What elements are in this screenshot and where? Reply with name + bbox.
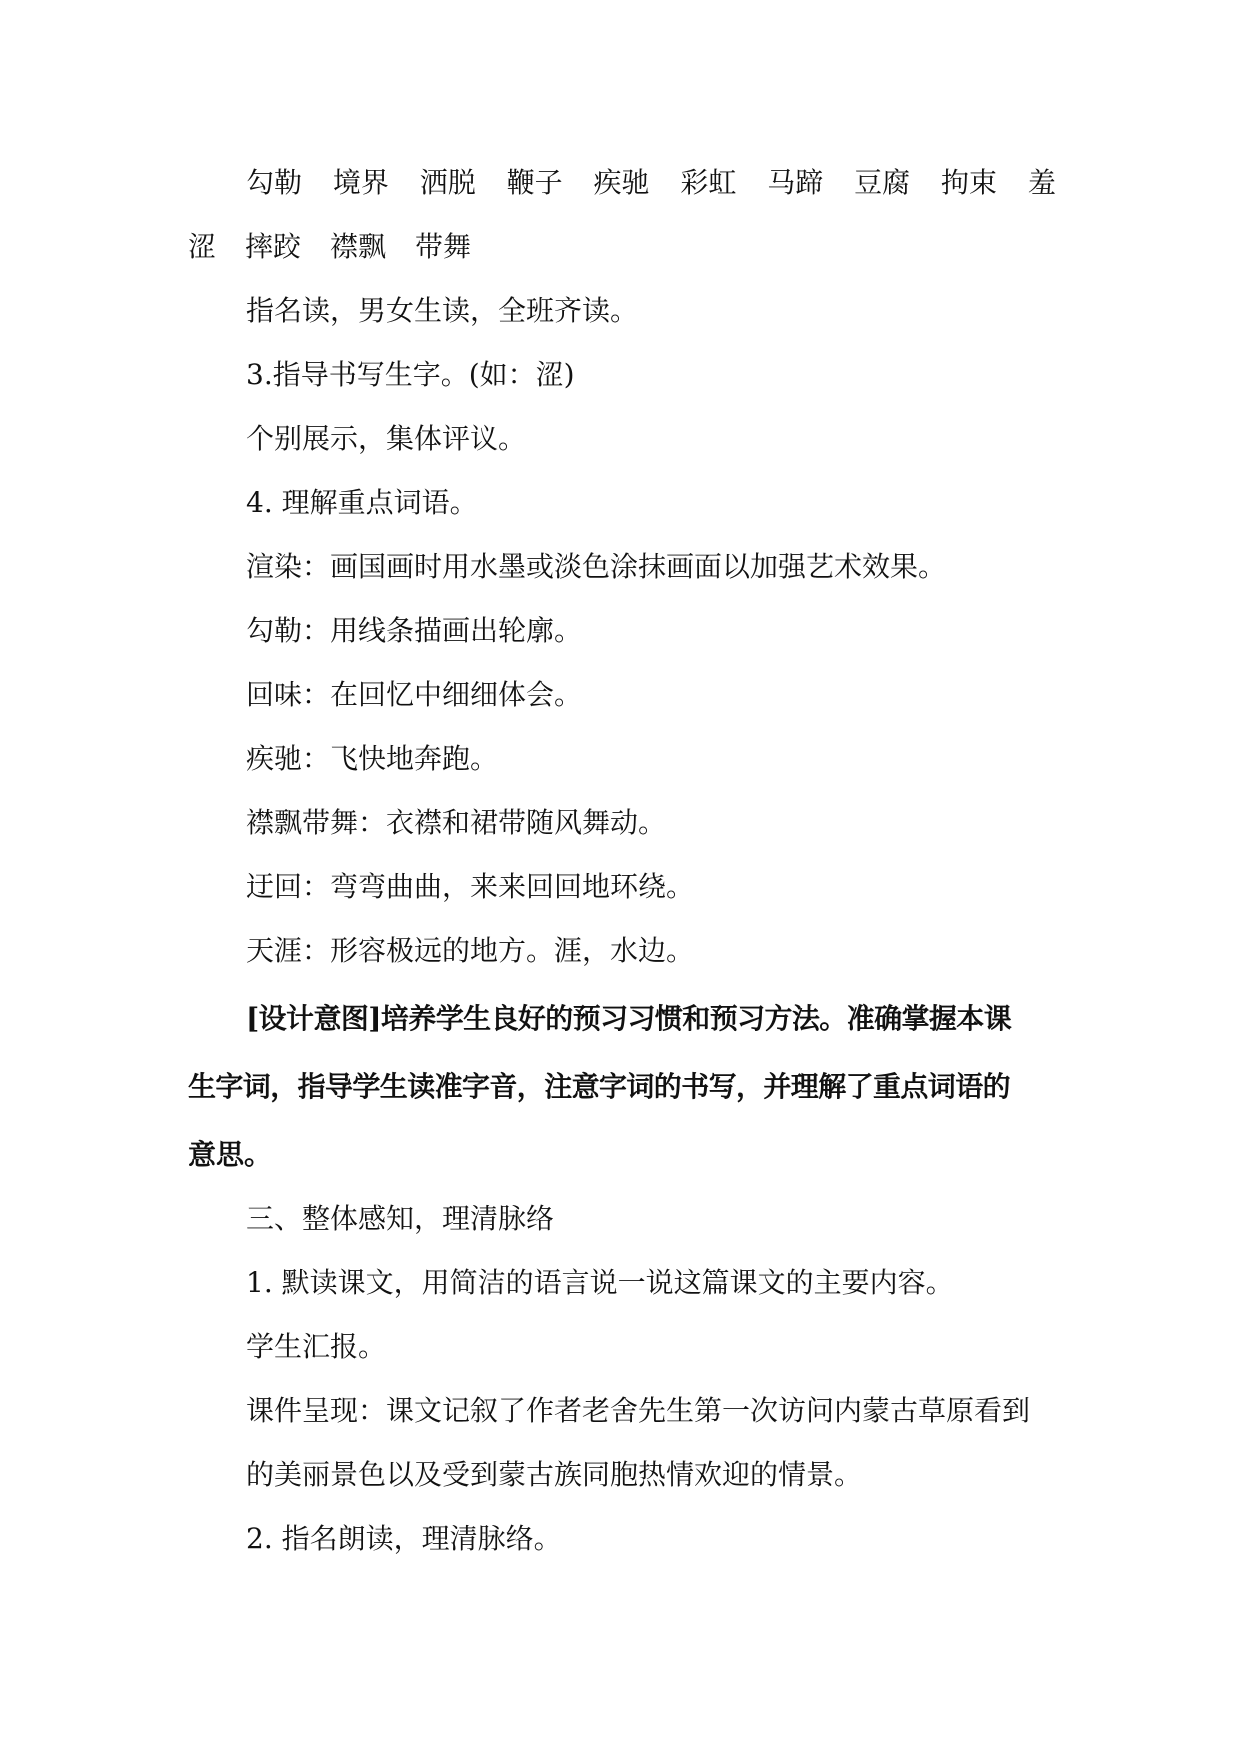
definition-line: 疾驰：飞快地奔跑。 [246,742,499,775]
paragraph-line: 的美丽景色以及受到蒙古族同胞热情欢迎的情景。 [246,1458,863,1491]
vocab-word: 鞭子 [506,166,563,199]
paragraph-line: 3.指导书写生字。(如：涩) [246,358,575,391]
vocab-word: 羞 [1027,166,1056,199]
section-heading: 三、整体感知，理清脉络 [246,1202,555,1235]
section-heading: 4. 理解重点词语。 [246,486,478,519]
vocab-word: 摔跤 [245,230,302,263]
vocab-word: 马蹄 [767,166,824,199]
definition-line: 渲染：画国画时用水墨或淡色涂抹画面以加强艺术效果。 [246,550,947,583]
vocab-row-2 [188,230,500,263]
definition-line: 襟飘带舞：衣襟和裙带随风舞动。 [246,806,667,839]
vocab-word: 襟飘 [330,230,387,263]
definition-line: 天涯：形容极远的地方。涯，水边。 [246,934,695,967]
design-intent-line: [设计意图]培养学生良好的预习习惯和预习方法。准确掌握本课 [246,1002,1012,1035]
vocab-word: 洒脱 [419,166,476,199]
vocab-word: 彩虹 [680,166,737,199]
vocab-word: 带舞 [415,230,472,263]
paragraph-line: 课件呈现：课文记叙了作者老舍先生第一次访问内蒙古草原看到 [246,1394,1031,1427]
vocab-word: 勾勒 [246,166,303,199]
design-intent-line: 生字词，指导学生读准字音，注意字词的书写，并理解了重点词语的 [188,1070,1011,1103]
paragraph-line: 1. 默读课文，用简洁的语言说一说这篇课文的主要内容。 [246,1266,954,1299]
paragraph-line: 学生汇报。 [246,1330,387,1363]
vocab-word: 涩 [188,230,217,263]
vocab-row-1 [246,166,1056,199]
vocab-word: 豆腐 [854,166,911,199]
definition-line: 勾勒：用线条描画出轮廓。 [246,614,583,647]
definition-line: 迂回：弯弯曲曲，来来回回地环绕。 [246,870,695,903]
design-intent-line: 意思。 [188,1138,273,1171]
paragraph-line: 指名读，男女生读，全班齐读。 [246,294,639,327]
paragraph-line: 个别展示，集体评议。 [246,422,527,455]
vocab-word: 疾驰 [593,166,650,199]
vocab-word: 境界 [332,166,389,199]
definition-line: 回味：在回忆中细细体会。 [246,678,583,711]
vocab-word: 拘束 [941,166,998,199]
paragraph-line: 2. 指名朗读，理清脉络。 [246,1522,562,1555]
